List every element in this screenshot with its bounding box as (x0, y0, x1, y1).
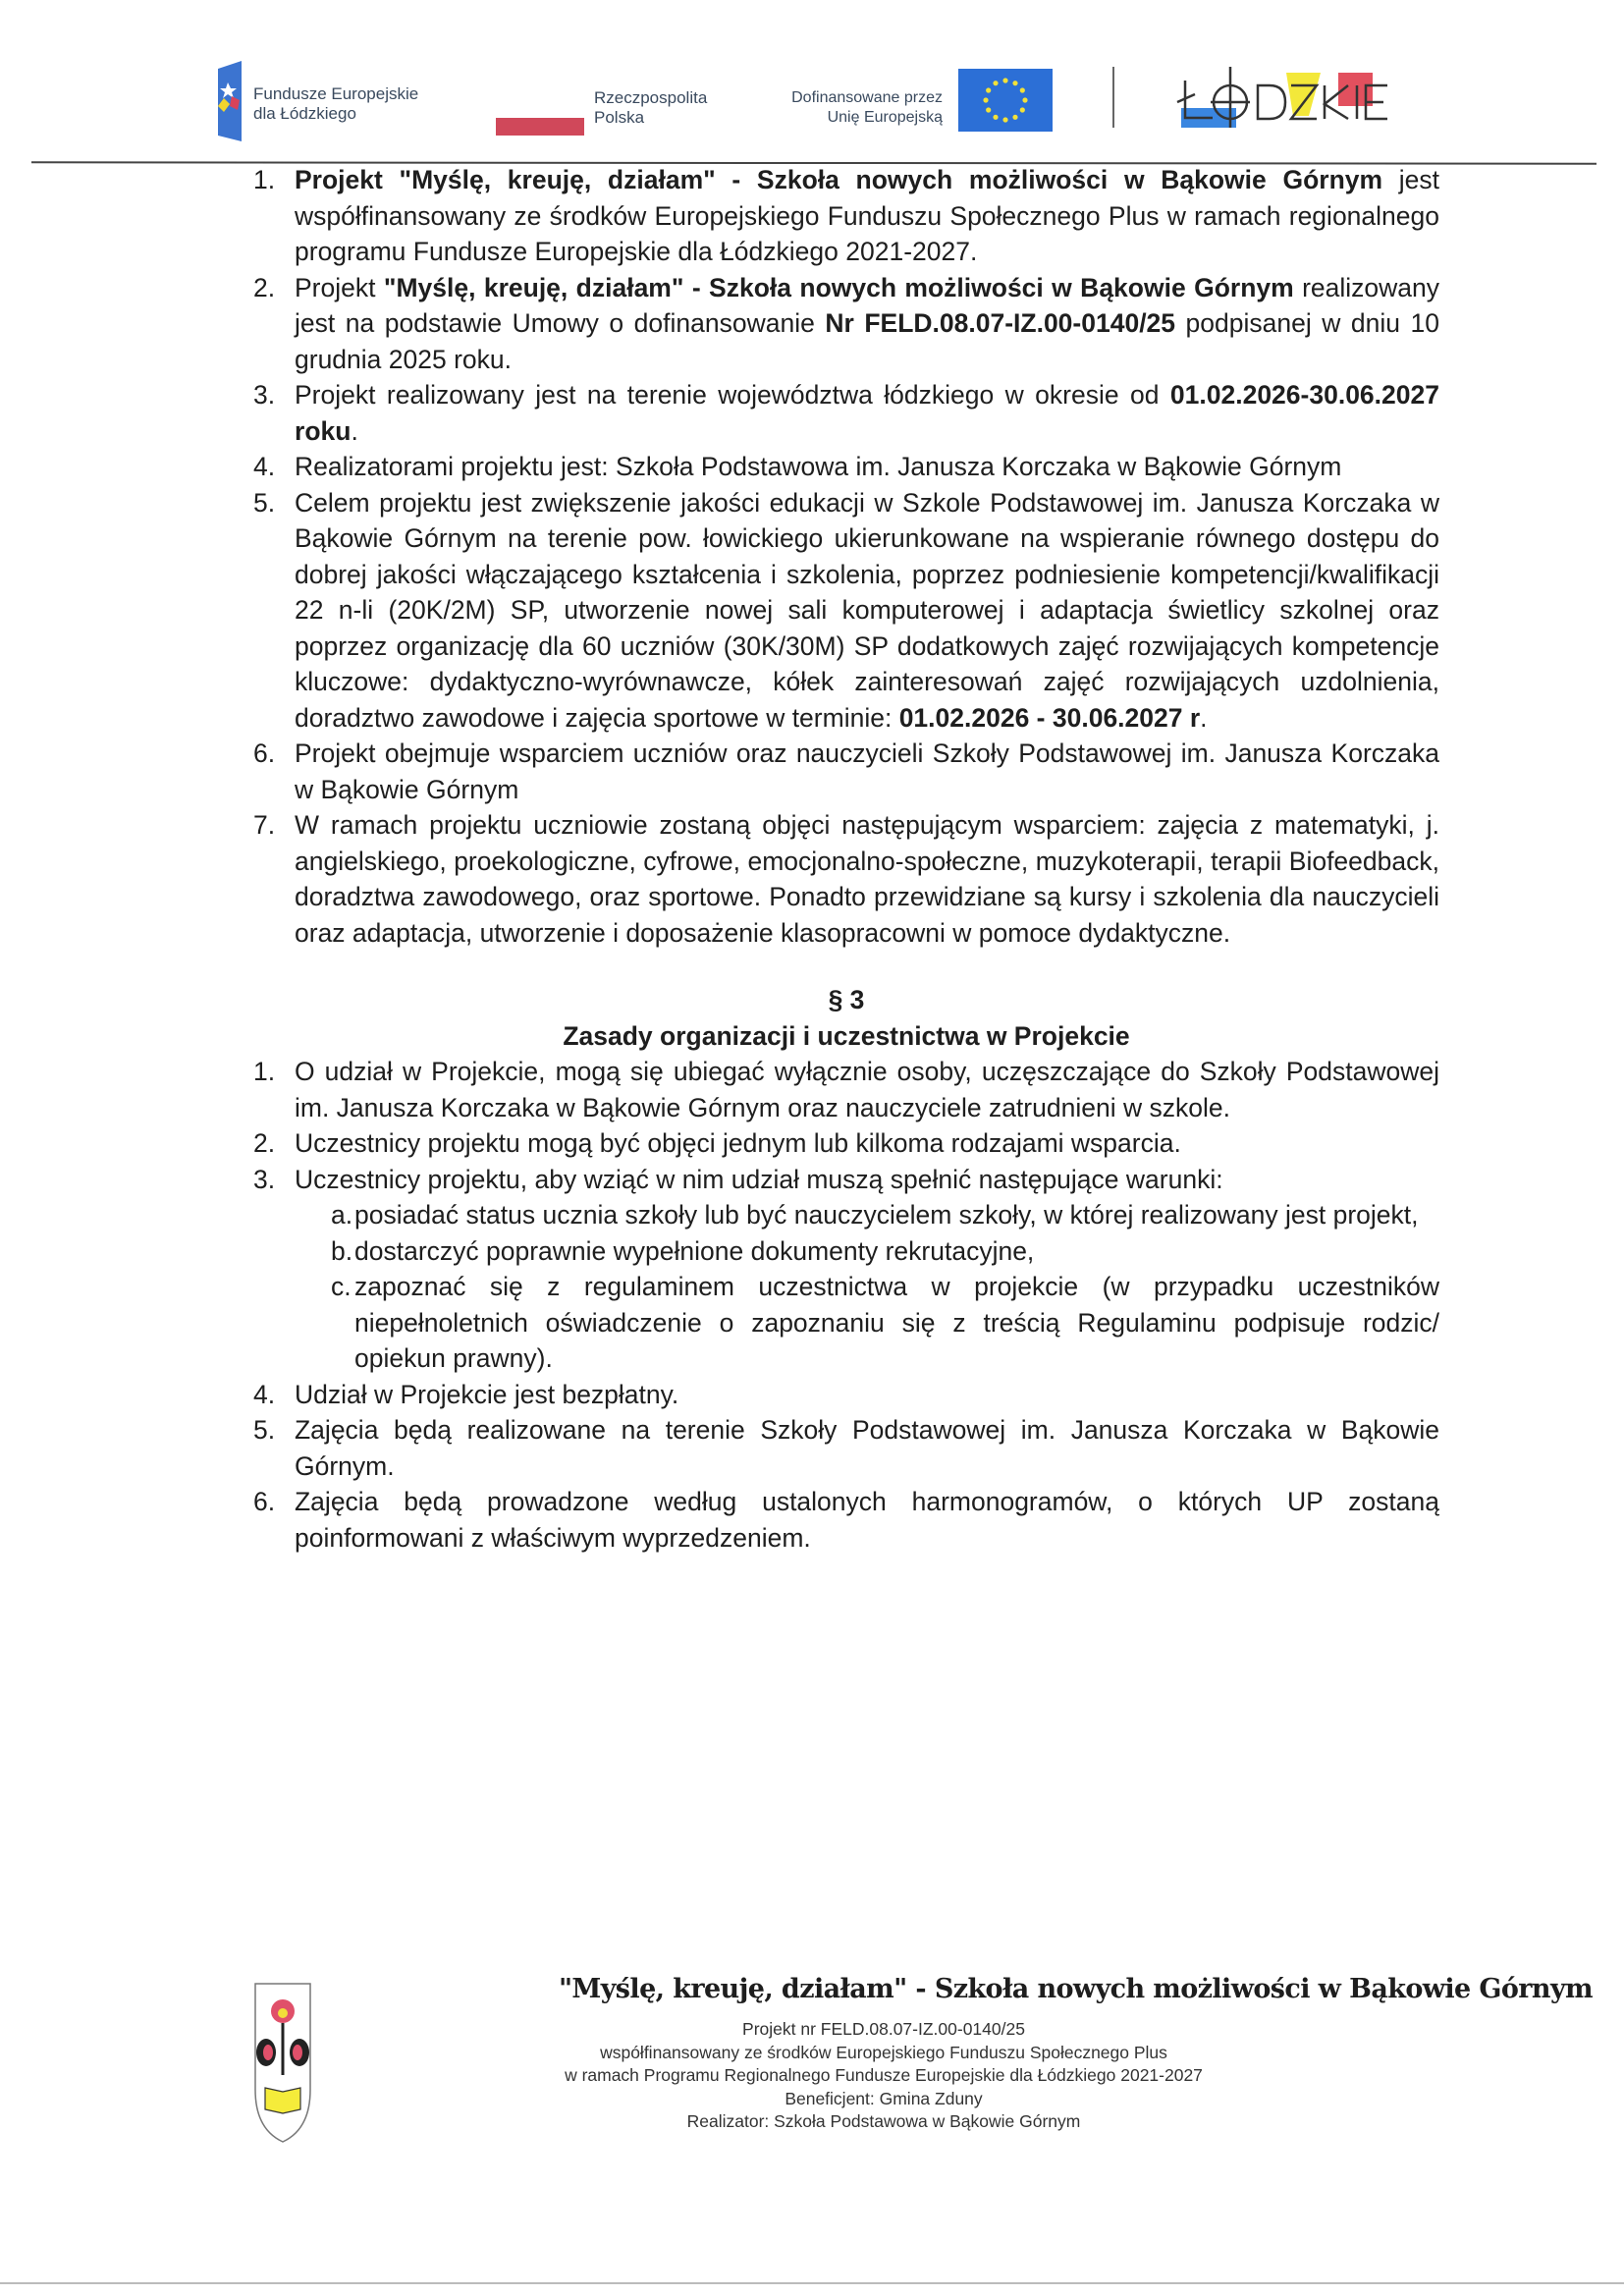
bold-text: Nr FELD.08.07-IZ.00-0140/25 (825, 308, 1176, 338)
rp-logo-line2: Polska (594, 108, 645, 127)
document-body (253, 162, 1439, 1556)
list-item-text: W ramach projektu uczniowie zostaną objęci następującym wsparciem: zajęcia z matematyki, j. angielskiego, proekologiczne, cyfrowe, emocjonalno-społeczne, muzykoterapii, terapii Biofeedback, doradztwa zawodowego, oraz sportowe. Ponadto przewidziane są kursy i szkolenia dla nauczycieli oraz adaptacja, utworzenie i doposażenie klasopracowni w pomoce dydaktyczne. (295, 810, 1439, 948)
list-item-number: 6. (253, 1487, 276, 1516)
list-item-text: jest współfinansowany ze środków Europejskiego Funduszu Społecznego Plus w ramach regionalnego programu Fundusze Europejskie dla Łódzkiego 2021-2027. (295, 165, 1439, 266)
list-item (253, 736, 1439, 807)
sub-list-item-letter: a. (331, 1200, 353, 1230)
footer-implementer: Realizator: Szkoła Podstawowa w Bąkowie Górnym (686, 2111, 1081, 2131)
list-item-text: O udział w Projekcie, mogą się ubiegać wyłącznie osoby, uczęszczające do Szkoły Podstawowej im. Janusza Korczaka w Bąkowie Górnym oraz nauczyciele zatrudnieni w szkole. (295, 1057, 1439, 1122)
list-item-text: Udział w Projekcie jest bezpłatny. (295, 1379, 679, 1409)
bold-text: Projekt "Myślę, kreuję, działam" - Szkoła nowych możliwości w Bąkowie Górnym (295, 165, 1383, 194)
list-item-text: Uczestnicy projektu mogą być objęci jednym lub kilkoma rodzajami wsparcia. (295, 1128, 1181, 1158)
rp-logo-line1: Rzeczpospolita (594, 88, 708, 107)
list-item (253, 1054, 1439, 1125)
eu-star-icon (1002, 78, 1007, 82)
list-item (253, 485, 1439, 737)
sub-list-item-text: posiadać status ucznia szkoły lub być nauczycielem szkoły, w której realizowany jest projekt, (354, 1200, 1419, 1230)
sub-list-item (253, 1233, 1439, 1270)
list-item (253, 1125, 1439, 1162)
list-item-number: 5. (253, 487, 276, 518)
eu-star-icon (983, 97, 988, 102)
list-item-number: 6. (253, 738, 276, 768)
list-item (253, 1377, 1439, 1413)
list-item-number: 3. (253, 380, 276, 410)
list-item-text: . (1200, 702, 1208, 733)
eu-cofinanced-logo (766, 69, 1060, 137)
list-item (253, 1412, 1439, 1484)
footer-cofinancing: współfinansowany ze środków Europejskiego Funduszu Społecznego Plus (600, 2042, 1167, 2062)
section3-list (253, 1054, 1439, 1556)
list-item-text: Projekt obejmuje wsparciem uczniów oraz nauczycieli Szkoły Podstawowej im. Janusza Korczaka w Bąkowie Górnym (295, 738, 1439, 804)
bold-text: 01.02.2026 - 30.06.2027 r (898, 702, 1201, 733)
eu-logo-line2: Unię Europejską (827, 109, 943, 126)
sub-list-item-text: zapoznać się z regulaminem uczestnictwa w projekcie (w przypadku uczestników niepełnoletnich oświadczenie o zapoznaniu się z treścią Regulaminu podpisuje rodzic/ opiekun prawny). (354, 1272, 1439, 1373)
footer-project-number: Projekt nr FELD.08.07-IZ.00-0140/25 (742, 2019, 1025, 2039)
logo-separator (1112, 67, 1114, 128)
fundusze-europejskie-logo (218, 61, 483, 141)
list-item-number: 1. (253, 165, 276, 194)
sub-list (253, 1197, 1439, 1377)
list-item-text: Zajęcia będą prowadzone według ustalonych harmonogramów, o których UP zostaną poinformowani z właściwym wyprzedzeniem. (295, 1487, 1439, 1553)
lodzkie-region-logo (1173, 67, 1429, 136)
fe-logo-line2: dla Łódzkiego (253, 104, 356, 123)
list-item (253, 1162, 1439, 1377)
list-item-number: 1. (253, 1057, 276, 1086)
bold-text: "Myślę, kreuję, działam" - Szkoła nowych możliwości w Bąkowie Górnym (383, 272, 1294, 302)
list-item (253, 162, 1439, 270)
list-item-text: Projekt (295, 272, 384, 302)
rzeczpospolita-polska-logo (496, 73, 731, 141)
eu-star-icon (1012, 81, 1017, 85)
list-item-text: realizowany jest na podstawie Umowy o dofinansowanie (295, 272, 1440, 338)
eu-star-icon (993, 81, 998, 85)
list-item-text: Zajęcia będą realizowane na terenie Szkoły Podstawowej im. Janusza Korczaka w Bąkowie Górnym. (295, 1415, 1439, 1481)
polish-flag-icon (496, 100, 584, 136)
list-item-text: Projekt realizowany jest na terenie województwa łódzkiego w okresie od (295, 380, 1170, 410)
list-item-text: . (351, 415, 358, 446)
eu-star-icon (1002, 117, 1007, 122)
eu-star-icon (1020, 107, 1025, 112)
page-edge-line (0, 2282, 1624, 2284)
sub-list-item (253, 1269, 1439, 1377)
section-symbol: § 3 (828, 985, 865, 1014)
sub-list-item-letter: c. (331, 1272, 352, 1301)
sub-list-item-letter: b. (331, 1235, 353, 1266)
header-logos (0, 55, 1624, 153)
coat-of-arms-icon (253, 1982, 312, 2144)
list-item-number: 5. (253, 1415, 276, 1445)
list-item-text: Uczestnicy projektu, aby wziąć w nim udział muszą spełnić następujące warunki: (295, 1164, 1223, 1194)
list-item-text: podpisanej w dniu 10 grudnia 2025 roku. (295, 308, 1440, 374)
fe-logo-line1: Fundusze Europejskie (253, 84, 419, 103)
bold-text: 01.02.2026-30.06.2027 roku (295, 380, 1439, 446)
list-item-number: 2. (253, 1128, 276, 1158)
list-item-number: 2. (253, 272, 276, 302)
footer (245, 1964, 1600, 2160)
lodzkie-logo-icon (1173, 67, 1429, 136)
list-item-text: Celem projektu jest zwiększenie jakości edukacji w Szkole Podstawowej im. Janusza Korczaka w Bąkowie Górnym na terenie pow. łowickiego ukierunkowane na wspieranie równego dostępu do dobrej jakości włączającego kształcenia i szkolenia, poprzez podniesienie kompetencji/kwalifikacji 22 n-li (20K/2M) SP, utworzenie nowej sali komputerowej i adaptacja świetlicy szkolnej oraz poprzez organizację dla 60 uczniów (30K/30M) SP dodatkowych zajęć rozwijających kompetencje kluczowe: dydaktyczno-wyrównawcze, kółek zainteresowań zajęć rozwijających uzdolnienia, doradztwo zawodowe i zajęcia sportowe w terminie: (295, 487, 1439, 733)
fe-flag-icon (218, 61, 242, 141)
eu-star-icon (1012, 115, 1017, 120)
sub-list-item-text: dostarczyć poprawnie wypełnione dokumenty rekrutacyjne, (354, 1235, 1035, 1266)
list-item-number: 3. (253, 1164, 276, 1194)
eu-flag-icon (958, 69, 1053, 132)
eu-star-icon (986, 107, 991, 112)
eu-star-icon (993, 115, 998, 120)
section-title: Zasady organizacji i uczestnictwa w Projekcie (563, 1020, 1130, 1051)
footer-beneficiary: Beneficjent: Gmina Zduny (785, 2088, 983, 2108)
list-item-text: Realizatorami projektu jest: Szkoła Podstawowa im. Janusza Korczaka w Bąkowie Górnym (295, 452, 1342, 481)
footer-program: w ramach Programu Regionalnego Fundusze Europejskie dla Łódzkiego 2021-2027 (565, 2065, 1203, 2085)
sub-list-item (253, 1197, 1439, 1233)
section2-list (253, 162, 1439, 951)
list-item (253, 270, 1439, 378)
eu-logo-line1: Dofinansowane przez (791, 89, 943, 106)
list-item-number: 7. (253, 810, 276, 840)
list-item-number: 4. (253, 452, 276, 481)
footer-project-title: "Myślę, kreuję, działam" - Szkoła nowych możliwości w Bąkowie Górnym (558, 1974, 1593, 2004)
eu-star-icon (986, 87, 991, 92)
list-item (253, 807, 1439, 951)
list-item (253, 377, 1439, 449)
list-item (253, 1484, 1439, 1556)
footer-info (363, 2018, 1404, 2134)
eu-star-icon (1022, 97, 1027, 102)
list-item-number: 4. (253, 1379, 276, 1409)
list-item (253, 449, 1439, 485)
eu-star-icon (1020, 87, 1025, 92)
